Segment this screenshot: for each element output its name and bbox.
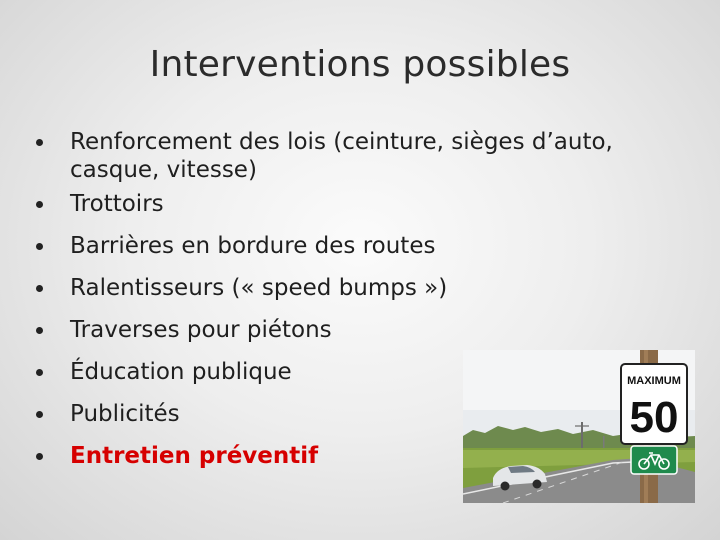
bullet-dot-icon [36, 369, 43, 376]
bullet-text: Renforcement des lois (ceinture, sièges d’auto, casque, vitesse) [70, 129, 613, 183]
bullet-text: Ralentisseurs (« speed bumps ») [70, 275, 448, 301]
speed-limit-sign [621, 364, 687, 444]
bullet-item [36, 232, 706, 260]
bullet-text: Éducation publique [70, 359, 292, 385]
road-sign-photo [463, 350, 695, 503]
bullet-dot-icon [36, 411, 43, 418]
bullet-dot-icon [36, 285, 43, 292]
bullet-dot-icon [36, 243, 43, 250]
bullet-text: Trottoirs [70, 191, 164, 217]
bullet-item [36, 128, 706, 184]
sign-speed-value: 50 [629, 393, 679, 442]
bullet-dot-icon [36, 201, 43, 208]
bullet-item [36, 190, 706, 218]
bullet-item [36, 274, 706, 302]
bullet-text: Barrières en bordure des routes [70, 233, 436, 259]
bullet-text: Traverses pour piétons [70, 317, 332, 343]
sign-label-maximum: MAXIMUM [627, 375, 681, 387]
slide-title: Interventions possibles [149, 44, 571, 85]
bullet-dot-icon [36, 139, 43, 146]
bullet-dot-icon [36, 327, 43, 334]
bullet-item [36, 316, 706, 344]
bullet-text: Entretien préventif [70, 443, 319, 469]
bullet-dot-icon [36, 453, 43, 460]
bicycle-sign [631, 446, 677, 474]
bullet-text: Publicités [70, 401, 180, 427]
